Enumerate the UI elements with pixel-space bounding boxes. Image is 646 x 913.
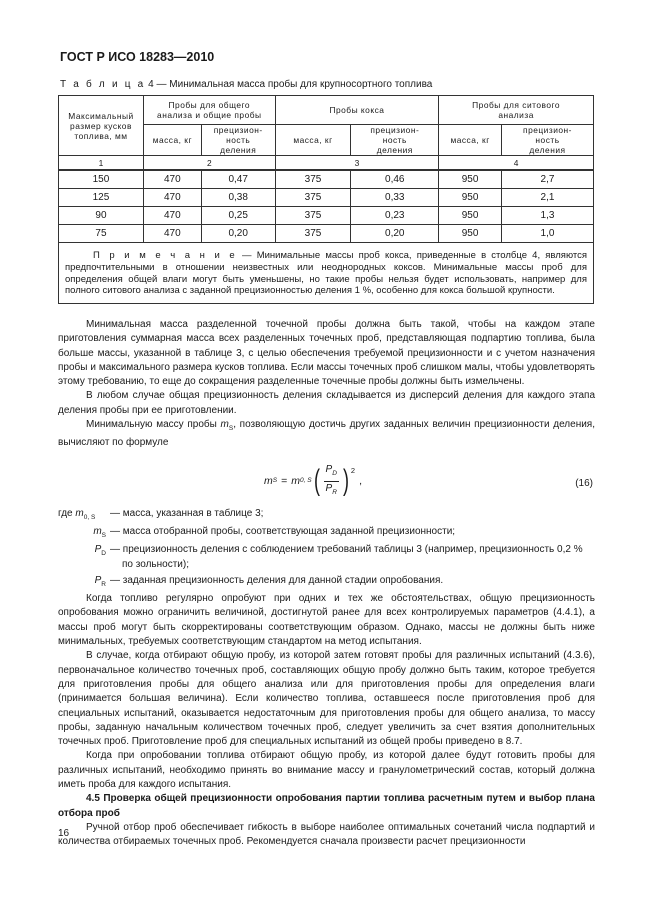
table-caption [60, 79, 432, 90]
table-cell: 90 [59, 207, 144, 225]
definition-symbol [58, 543, 110, 572]
table-cell: 470 [143, 207, 201, 225]
definition-sym: P [94, 574, 102, 586]
column-number: 2 [143, 156, 275, 171]
subheader-precision: прецизион-ность деления [501, 125, 593, 156]
table-cell: 75 [59, 225, 144, 243]
fraction-denominator [326, 482, 337, 500]
paragraph: В любом случае общая прецизионность деления складывается из дисперсий деления для каждого этапа деления пробы при ее приготовлении. [58, 390, 595, 416]
definition-text: — масса, указанная в таблице 3; [110, 507, 264, 519]
denominator-symbol: P [325, 482, 333, 494]
table-cell: 375 [275, 207, 351, 225]
definition-item [58, 574, 595, 592]
table-cell: 2,1 [501, 189, 593, 207]
numerator-sub: D [332, 469, 337, 477]
page-number: 16 [58, 828, 70, 839]
definition-sub: S [101, 531, 106, 539]
table-cell: 150 [59, 170, 144, 189]
table-header-row [59, 96, 594, 125]
table-cell: 470 [143, 189, 201, 207]
definition-sub: D [101, 550, 106, 558]
subheader-mass: масса, кг [275, 125, 351, 156]
table-note [59, 243, 594, 304]
table-cell: 0,47 [201, 170, 275, 189]
table-cell: 1,0 [501, 225, 593, 243]
definition-text: — масса отобранной пробы, соответствующая заданной прецизионности; [110, 525, 456, 537]
formula-16 [58, 451, 595, 513]
subheader-mass: масса, кг [143, 125, 201, 156]
formula-comma: , [359, 475, 363, 488]
table-cell: 375 [275, 170, 351, 189]
numerator-symbol: P [325, 463, 333, 475]
table-cell: 125 [59, 189, 144, 207]
body-text [58, 318, 595, 850]
table-cell: 470 [143, 225, 201, 243]
table-row [59, 225, 594, 243]
table-cell: 470 [143, 170, 201, 189]
column-number: 4 [439, 156, 594, 171]
formula-expression [264, 463, 362, 501]
formula-lhs: m [264, 475, 273, 488]
definition-text-line: — прецизионность деления с соблюдением требований таблицы 3 (например, прецизионность 0,2 % [110, 544, 583, 556]
column-number: 3 [275, 156, 439, 171]
paragraph: Ручной отбор проб обеспечивает гибкость в выборе наиболее оптимальных сочетаний числа подпартий и количества отбираемых точечных проб. Рекомендуется сначала произвести расчет прецизионности [58, 821, 595, 848]
column-number-row [59, 156, 594, 171]
note-text: — Минимальные массы проб кокса, приведенные в столбце 4, являются предпочтительными в отношении неизвестных или неоднородных коксов. Минимальные массы проб для определения общей влаги могут быть уменьшены, но такие пробы нельзя будет использовать, например для полного ситового анализа с заданной прецизионностью деления 1 %, особенно для кокса большой крупности. [65, 250, 587, 297]
table-note-row [59, 243, 594, 304]
table-cell: 0,23 [351, 207, 439, 225]
definition-text: — заданная прецизионность деления для данной стадии опробования. [110, 574, 444, 586]
paragraph [58, 418, 595, 451]
header-sieve: Пробы для ситового анализа [439, 96, 594, 125]
column-number: 1 [59, 156, 144, 171]
definition-item [58, 525, 595, 543]
table-caption-label: Т а б л и ц а [60, 79, 146, 90]
table-cell: 0,25 [201, 207, 275, 225]
sample-mass-table [58, 95, 594, 304]
subheader-mass: масса, кг [439, 125, 502, 156]
subheader-precision: прецизион-ность деления [351, 125, 439, 156]
subheader-precision: прецизион-ность деления [201, 125, 275, 156]
table-cell: 375 [275, 189, 351, 207]
table-row [59, 170, 594, 189]
paragraph-text: Минимальную массу пробы [86, 419, 221, 431]
definition-sym: m [75, 507, 84, 519]
formula-lhs-sub: S [272, 477, 278, 485]
paragraph-text: , позволяющую достичь других заданных величин прецизионности деления, вычисляют по формуле [58, 419, 595, 449]
definitions [58, 507, 595, 592]
left-paren-icon: ( [313, 464, 320, 498]
definition-sym: P [94, 544, 102, 556]
formula-m0: m [291, 475, 300, 488]
definition-text-cont: по зольности); [122, 558, 189, 570]
header-max-size: Максимальный размер кусков топлива, мм [59, 96, 144, 156]
table-cell: 375 [275, 225, 351, 243]
table-cell: 950 [439, 225, 502, 243]
header-coke: Пробы кокса [275, 96, 439, 125]
table-cell: 1,3 [501, 207, 593, 225]
table-cell: 0,38 [201, 189, 275, 207]
table-cell: 0,20 [351, 225, 439, 243]
table-cell: 950 [439, 189, 502, 207]
definition-sym: m [93, 525, 102, 537]
note-label: П р и м е ч а н и е [93, 250, 237, 261]
formula-equals: = [281, 475, 288, 488]
right-paren-icon: ) [342, 464, 349, 498]
header-general: Пробы для общего анализа и общие пробы [143, 96, 275, 125]
definition-text [110, 543, 595, 572]
table-row [59, 207, 594, 225]
paragraph: Минимальная масса разделенной точечной пробы должна быть такой, чтобы на каждом этапе приготовления суммарная масса всех разделенных точечных проб, представляющая подпартию топлива, была больше массы, указанной в таблице 3, с целью обеспечения требуемой прецизионности и с учетом назначения пробы и максимального размера кусков топлива. Если массы точечных проб слишком малы, чтобы удовлетворять этому требованию, то еще до сокращения разделенные точечные пробы должны быть измельчены. [58, 319, 595, 388]
formula-exponent: 2 [350, 466, 356, 476]
table-row [59, 189, 594, 207]
symbol-m: m [220, 419, 229, 431]
table-cell: 950 [439, 170, 502, 189]
table-cell: 2,7 [501, 170, 593, 189]
section-heading: 4.5 Проверка общей прецизионности опробования партии топлива расчетным путем и выбор плана отбора проб [58, 793, 595, 819]
paragraph: Когда при опробовании топлива отбирают общую пробу, из которой далее будут готовить пробы для различных испытаний, необходимо принять во внимание массу и гранулометрический состав, который должна иметь проба для каждого испытания. [58, 750, 595, 791]
symbol-sub: S [228, 425, 234, 433]
paragraph: Когда топливо регулярно опробуют при одних и тех же обстоятельствах, общую прецизионность опробования можно ограничить величиной, достигнутой ранее для всех контролируемых параметров (4.4.1), а массы проб могут быть скорректированы соответствующим образом. Однако, массы не должны быть ниже минимальных, требуемых соответствующим стандартом на метод испытания. [58, 593, 595, 648]
definition-symbol [58, 574, 110, 592]
table-cell: 0,46 [351, 170, 439, 189]
definition-sub: R [101, 580, 106, 588]
paragraph: В случае, когда отбирают общую пробу, из которой затем готовят пробы для различных испытаний (4.3.6), первоначальное количество точечных проб, составляющих общую пробу должно быть таким, которое требуется для приготовления пробы для общего анализа или для приготовления пробы для определения влаги (принимается большая величина). Если количество топлива, оставшееся после приготовления проб для специальных испытаний, оказывается недостаточным для приготовления пробы для общего анализа, то массу пробы, заданную начальным количеством точечных проб, следует увеличить за счет взятия дополнительных точечных проб. Приготовление проб для специальных испытаний из общей пробы приведено в 8.7. [58, 650, 595, 748]
definition-sub: 0, S [83, 513, 96, 521]
formula-number: (16) [575, 477, 593, 489]
table-cell: 0,20 [201, 225, 275, 243]
definition-symbol [58, 525, 110, 543]
definition-lead: где [58, 507, 76, 519]
fraction-numerator [324, 463, 339, 482]
document-header: ГОСТ Р ИСО 18283—2010 [60, 50, 215, 64]
formula-m0-sub: 0, S [299, 477, 312, 485]
table-cell: 0,33 [351, 189, 439, 207]
formula-fraction [324, 463, 339, 501]
table-cell: 950 [439, 207, 502, 225]
definition-item [58, 543, 595, 572]
denominator-sub: R [332, 488, 337, 496]
table-caption-text: 4 — Минимальная масса пробы для крупносортного топлива [145, 79, 433, 90]
